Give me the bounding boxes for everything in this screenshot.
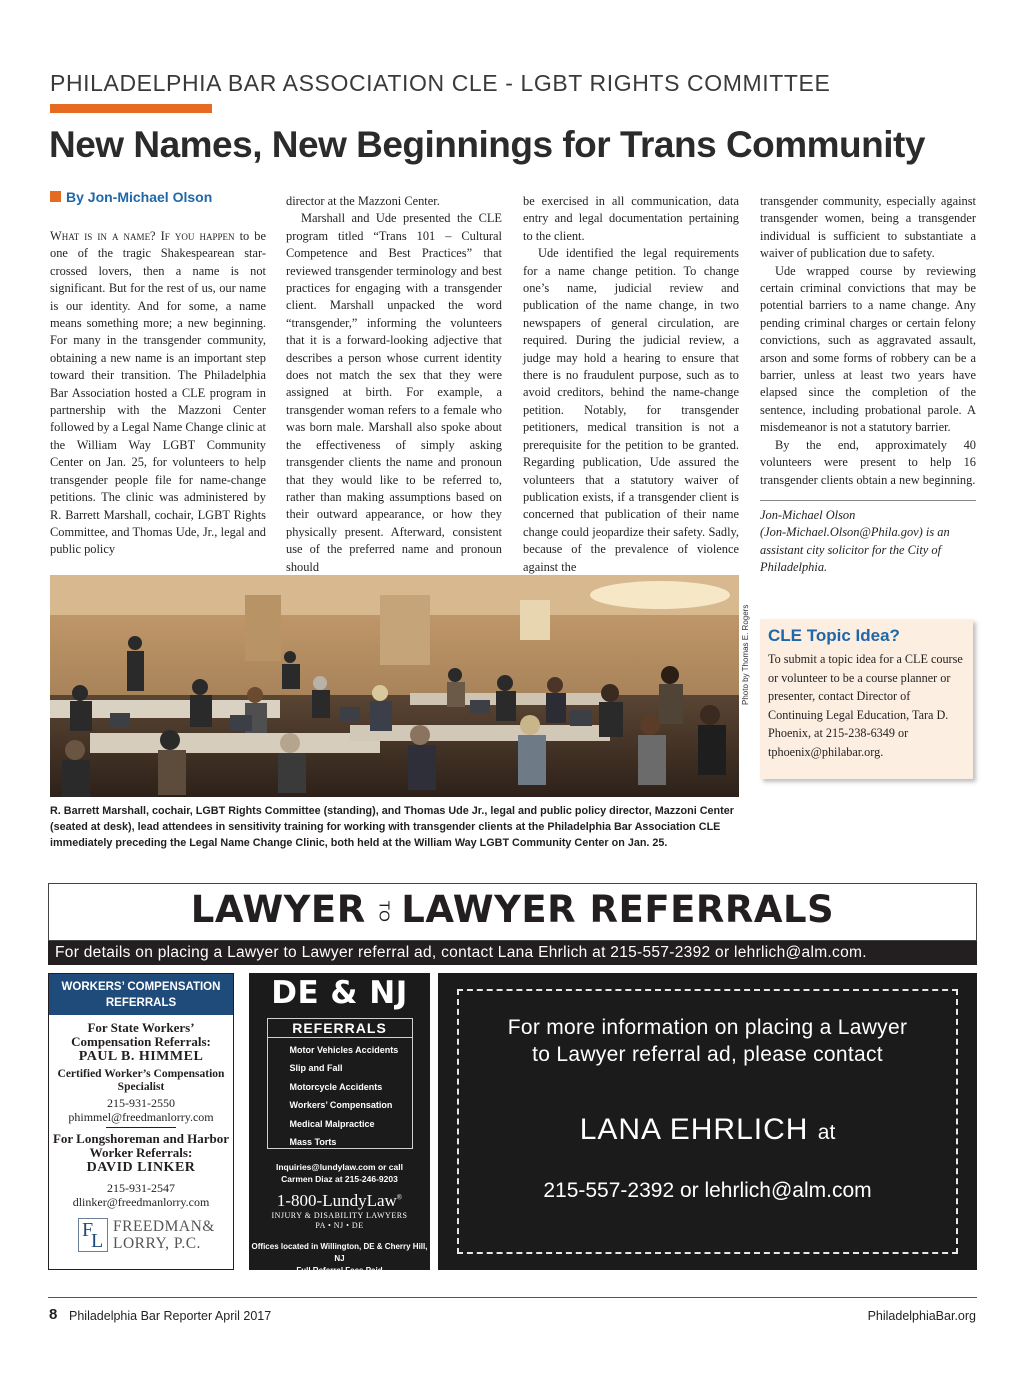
de-nj-contact (249, 1161, 430, 1185)
referrals-title-left: LAWYER (190, 888, 366, 931)
workers-comp-ad (48, 973, 234, 1270)
practice-item: Motorcycle Accidents (289, 1081, 383, 1092)
state-referrals-title: Certified Worker’s Compensation Specialist (57, 1068, 225, 1093)
practice-item: Mass Torts (289, 1137, 337, 1148)
registered-mark-icon: ® (396, 1193, 403, 1202)
byline (50, 189, 212, 205)
section-kicker: PHILADELPHIA BAR ASSOCIATION CLE - LGBT RIGHTS COMMITTEE (50, 70, 831, 96)
contact-at: at (817, 1121, 836, 1144)
workers-comp-header: WORKERS’ COMPENSATION REFERRALS (49, 974, 233, 1015)
col4-paragraph-2: Ude wrapped course by reviewing certain criminal convictions that may be potential barriers to a name change. Any pending criminal charges or certain felony convictions, such as aggravated assault, arson and some forms of robbery can be a barrier, unless at least two years have elapsed since the completion of the sentence, including probational parole. A misdemeanor is not a statutory barrier. (760, 263, 976, 435)
practice-item: Slip and Fall (289, 1063, 343, 1074)
practice-item: Motor Vehicles Accidents (289, 1045, 399, 1055)
author-bio: (Jon-Michael.Olson@Phila.gov) is an assistant city solicitor for the City of Philadelphia. (760, 525, 950, 575)
workers-comp-divider (106, 1127, 176, 1128)
lundy-law-phone (249, 1191, 430, 1211)
lundy-law-tagline-1: INJURY & DISABILITY LAWYERS (271, 1211, 408, 1220)
byline-text: By Jon-Michael Olson (66, 189, 213, 205)
state-referrals-phone: 215-931-2550 (107, 1096, 175, 1110)
footer-website: PhiladelphiaBar.org (867, 1309, 976, 1323)
harbor-referrals-name: DAVID LINKER (86, 1160, 196, 1175)
col2-paragraph-1: director at the Mazzoni Center. (286, 194, 440, 208)
state-referrals-name: PAUL B. HIMMEL (78, 1049, 204, 1064)
article-headline: New Names, New Beginnings for Trans Community (49, 124, 925, 165)
practice-item: Workers’ Compensation (289, 1100, 393, 1111)
de-nj-offices-line-1: Offices located in Willington, DE & Cherry Hill, NJ (251, 1242, 428, 1263)
col4-paragraph-3: By the end, approximately 40 volunteers were present to help 16 transgender clients obtain a new beginning. (760, 437, 976, 487)
dashed-border (457, 989, 958, 1254)
referrals-title (49, 888, 976, 931)
contact-name: LANA EHRLICH (579, 1113, 809, 1146)
referral-contact-ad (438, 973, 977, 1270)
event-photo (50, 575, 739, 797)
lead-smallcaps: What is in a name? If you happen (50, 229, 235, 243)
de-nj-title: DE & NJ (271, 975, 408, 1011)
referrals-title-right: LAWYER REFERRALS (401, 888, 835, 931)
de-nj-offices (249, 1241, 430, 1277)
lundy-law-tagline-2: PA • NJ • DE (315, 1221, 364, 1230)
kicker-accent-bar (50, 104, 212, 113)
de-nj-practice-list (268, 1038, 412, 1151)
cle-topic-box (760, 619, 973, 779)
de-nj-referral-box (267, 1018, 413, 1149)
cle-box-title: CLE Topic Idea? (768, 626, 900, 645)
col1-paragraph: to be one of the tragic Shakespearean star-crossed lovers, then a name is not significant. But for the rest of us, our name is our identity. And for some, a name means something more; a new beginning. For many in the transgender community, obtaining a new name is an important step toward their transition. The Philadelphia Bar Association hosted a CLE program in partnership with the Mazzoni Center followed by a Legal Name Change clinic at the William Way LGBT Community Center on Jan. 25, for volunteers to help transgender people file for name-change petitions. The clinic was administered by R. Barrett Marshall, cochair, LGBT Rights Committee, and Thomas Ude, Jr., legal and public policy (50, 229, 267, 557)
col3-paragraph-2: Ude identified the legal requirements for a name change petition. To change one’s name, judicial review and publication of the name change, in two newspapers of general circulation, are required. During the judicial review, a judge may hold a hearing to ensure that there is no fraudulent purpose, such as to avoid creditors, behind the name-change petition. Notably, for transgender petitioners, medical transition is not a prerequisite for the petition to be granted. Regarding publication, Ude assured the volunteers that a statutory waiver of publication exists, if a transgender client is concerned that publication of their name change could jeopardize their safety. Sadly, because of the prevalence of violence against the (523, 246, 739, 574)
author-note (760, 507, 976, 577)
harbor-referrals-phone: 215-931-2547 (107, 1181, 175, 1195)
cle-box-body: To submit a topic idea for a CLE course or volunteer to be a course planner or presenter, contact Director of Continuing Legal Education, Tara D. Phoenix, at 215-238-6349 or tphoenix@philabar.org. (768, 652, 963, 759)
footer-divider (48, 1297, 977, 1298)
de-nj-contact-line-1: Inquiries@lundylaw.com or call (275, 1162, 403, 1172)
photo-credit: Photo by Thomas E. Rogers (741, 604, 750, 705)
contact-details: 215-557-2392 or lehrlich@alm.com (543, 1179, 872, 1202)
de-nj-box-title: REFERRALS (268, 1019, 412, 1038)
article-column-3 (523, 193, 739, 576)
byline-square-icon (50, 191, 61, 202)
col4-paragraph-1: transgender community, especially against transgender women, being a transgender individual is sufficient to substantiate a waiver of publication due to safety. (760, 194, 976, 261)
freedman-lorry-logo (49, 1209, 233, 1252)
publication-name: Philadelphia Bar Reporter April 2017 (69, 1309, 272, 1323)
photo-caption: R. Barrett Marshall, cochair, LGBT Rights Committee (standing), and Thomas Ude Jr., legal and public policy director, Mazzoni Center (seated at desk), lead attendees in sensitivity training for working with transgender clients at the Philadelphia Bar Association CLE immediately preceding the Legal Name Change Clinic, both held at the William Way LGBT Community Center on Jan. 25. (50, 805, 734, 849)
contact-name-line (459, 1113, 956, 1147)
de-nj-referrals-ad (249, 973, 430, 1275)
practice-item: Medical Malpractice (289, 1118, 375, 1129)
logo-line-2: LORRY, P.C. (113, 1235, 201, 1252)
state-referrals-email: phimmel@freedmanlorry.com (68, 1110, 214, 1124)
de-nj-offices-line-2: Full Referral Fees Paid (296, 1266, 383, 1275)
harbor-referrals-label: For Longshoreman and Harbor Worker Referrals: (52, 1131, 230, 1160)
article-column-2 (286, 193, 502, 576)
referrals-banner (48, 883, 977, 941)
referrals-title-to: TO (374, 900, 392, 923)
referrals-details-bar: For details on placing a Lawyer to Lawyer referral ad, contact Lana Ehrlich at 215-557-2392 or lehrlich@alm.com. (48, 941, 977, 965)
referral-ad-info: For more information on placing a Lawyer to Lawyer referral ad, please contact (507, 1016, 908, 1066)
author-name: Jon-Michael Olson (760, 507, 856, 522)
page-number: 8 (49, 1306, 58, 1323)
logo-line-1: FREEDMAN& (113, 1218, 215, 1235)
harbor-referrals-email: dlinker@freedmanlorry.com (72, 1195, 210, 1209)
col3-paragraph-1: be exercised in all communication, data entry and legal documentation pertaining to the client. (523, 194, 739, 243)
lundy-law-phone-text: 1-800-LundyLaw (276, 1191, 397, 1210)
de-nj-contact-line-2: Carmen Diaz at 215-246-9203 (281, 1174, 398, 1184)
state-referrals-label: For State Workers’ Compensation Referrals: (71, 1020, 211, 1049)
fl-monogram-icon: F L (78, 1218, 108, 1252)
col2-paragraph-2: Marshall and Ude presented the CLE program titled “Trans 101 – Cultural Competence and Best Practices” that reviewed transgender terminology and best practices for engaging with a transgender client. Marshall unpacked the word “transgender,” informing the volunteers that it is a forward-looking adjective that describes a person whose current identity does not match the sex that they were assigned at birth. For example, a transgender woman refers to a female who was born male. Marshall also spoke about the effectiveness of simply asking transgender clients the name and pronoun that they would like to be referred to, rather than making assumptions based on their outward appearance, or how they physically present. Afterward, consistent use of the preferred name and pronoun should (286, 211, 502, 574)
author-divider (760, 500, 976, 501)
article-column-4 (760, 193, 976, 577)
article-column-1 (50, 228, 266, 559)
